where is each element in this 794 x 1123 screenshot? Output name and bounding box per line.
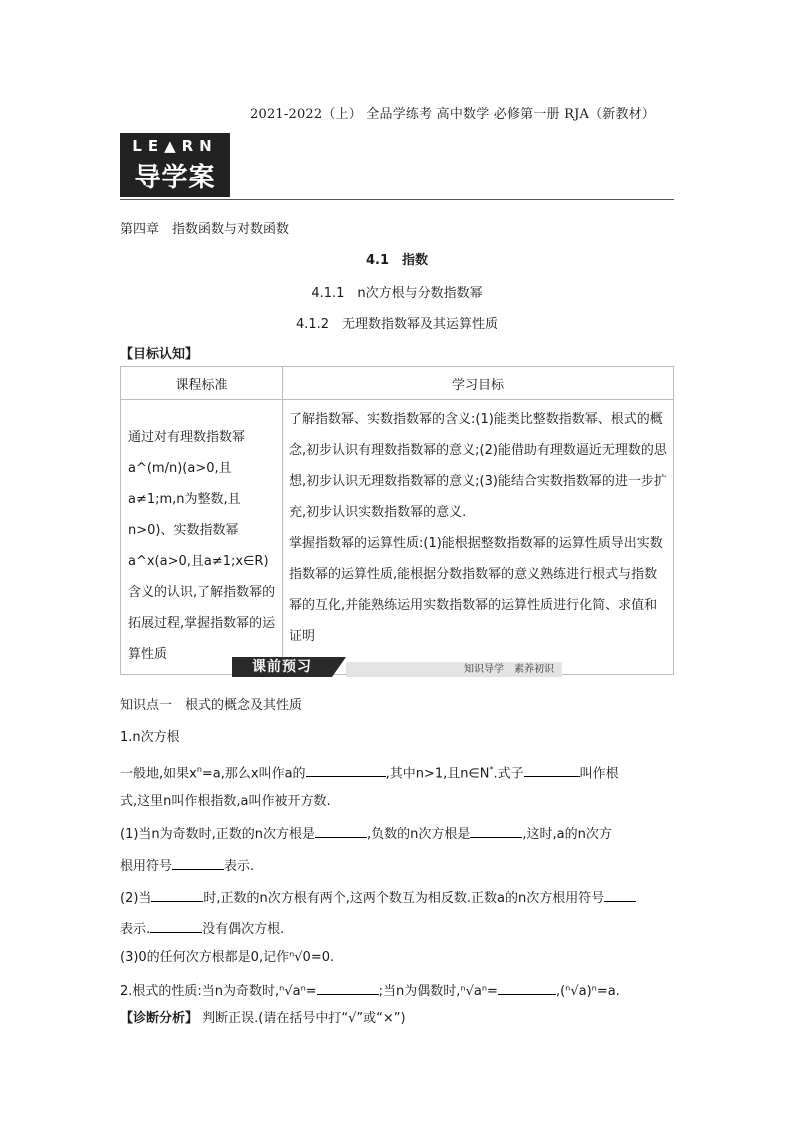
chapter-title: 第四章 指数函数与对数函数 [120, 222, 290, 237]
logo-title: 导学案 [134, 163, 216, 193]
blank-4[interactable] [470, 823, 522, 838]
goals-table [120, 366, 674, 675]
subsection-2: 4.1.2 无理数指数幂及其运算性质 [295, 317, 499, 332]
standard-cell: 通过对有理数指数幂a^(m/n)(a>0,且a≠1;m,n为整数,且n>0)、实数指数幂a^x(a>0,且a≠1;x∈R)含义的认识,了解指数幂的拓展过程,掌握指数幂的运算性质 [121, 400, 283, 675]
paragraph-line-7: (3)0的任何次方根都是0,记作ⁿ√0=0. [120, 950, 335, 965]
blank-6[interactable] [151, 887, 203, 902]
banner-arrow [332, 657, 346, 677]
paragraph-line-5: (2)当 时,正数的n次方根有两个,这两个数互为相反数.正数a的n次方根用符号 [120, 887, 636, 909]
diagnosis-text: 判断正误.(请在括号中打“√”或“×”) [198, 1011, 406, 1026]
blank-7[interactable] [604, 887, 636, 902]
blank-8[interactable] [150, 918, 202, 933]
blank-10[interactable] [498, 980, 556, 995]
blank-2[interactable] [524, 762, 580, 777]
subsection-1: 4.1.1 n次方根与分数指数幂 [311, 286, 483, 301]
blank-5[interactable] [172, 855, 224, 870]
preview-banner [232, 657, 562, 677]
section-title: 4.1 指数 [365, 253, 429, 268]
header-divider [120, 199, 674, 200]
paragraph-line-4: 根用符号 表示. [120, 855, 254, 877]
blank-9[interactable] [317, 980, 379, 995]
learn-logo [120, 133, 230, 197]
paragraph-line-3: (1)当n为奇数时,正数的n次方根是 ,负数的n次方根是 ,这时,a的n次方 [120, 823, 612, 845]
item-1: 1.n次方根 [120, 730, 180, 745]
target-paragraph-2: 掌握指数幂的运算性质:(1)能根据整数指数幂的运算性质导出实数指数幂的运算性质,能根据分数指数幂的意义熟练进行根式与指数幂的互化,并能熟练运用实数指数幂的运算性质进行化简、求值和证明 [289, 536, 663, 644]
target-paragraph-1: 了解指数幂、实数指数幂的含义:(1)能类比整数指数幂、根式的概念,初步认识有理数指数幂的意义;(2)能借助有理数逼近无理数的思想,初步认识无理数指数幂的意义;(3)能结合实数指数幂的进一步扩充,初步认识实数指数幂的意义. [289, 412, 667, 520]
goals-heading: 【目标认知】 [120, 347, 199, 362]
blank-3[interactable] [315, 823, 367, 838]
col-header-standard: 课程标准 [121, 367, 283, 400]
logo-learn-text: LE▲RN [132, 137, 218, 155]
blank-1[interactable] [306, 762, 386, 777]
target-cell [283, 400, 674, 675]
paragraph-line-2: 式,这里n叫作根指数,a叫作被开方数. [120, 794, 331, 809]
banner-tag: 知识导学 素养初识 [346, 662, 562, 677]
diagnosis-line [120, 1009, 406, 1029]
running-header: 2021-2022（上） 全品学练考 高中数学 必修第一册 RJA（新教材） [250, 107, 656, 122]
knowledge-point-1: 知识点一 根式的概念及其性质 [120, 698, 303, 713]
paragraph-line-1: 一般地,如果$x^n=a$,那么x叫作a的 ,其中n>1,且n∈N*.式子 叫作根 [120, 760, 619, 784]
paragraph-line-6: 表示. 没有偶次方根. [120, 918, 284, 940]
diagnosis-heading: 【诊断分析】 [120, 1011, 199, 1026]
banner-title: 课前预习 [232, 657, 332, 677]
col-header-target: 学习目标 [283, 367, 674, 400]
paragraph-line-8: 2.根式的性质:当n为奇数时,ⁿ√aⁿ= ;当n为偶数时,ⁿ√aⁿ= ,(ⁿ√a)ⁿ=a. [120, 980, 620, 1002]
